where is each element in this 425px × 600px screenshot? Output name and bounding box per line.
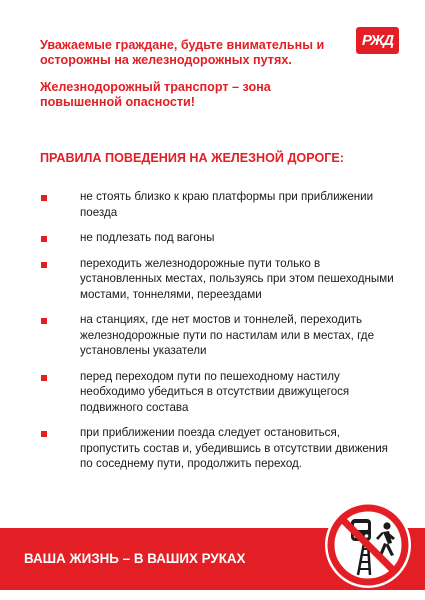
- list-item: [40, 369, 400, 416]
- rule-text: не стоять близко к краю платформы при приближении поезда: [80, 190, 374, 219]
- rules-heading: ПРАВИЛА ПОВЕДЕНИЯ НА ЖЕЛЕЗНОЙ ДОРОГЕ:: [40, 151, 344, 165]
- rule-text: при приближении поезда следует остановиться, пропустить состав и, убедившись в отсутствии движения по соседнему пути, продолжить переход.: [80, 426, 388, 470]
- logo-text: РЖД: [361, 32, 394, 49]
- rule-text: на станциях, где нет мостов и тоннелей, переходить железнодорожные пути по настилам или в местах, где установлены указатели: [80, 313, 375, 357]
- rule-text: перед переходом пути по пешеходному настилу необходимо убедиться в отсутствии движущегося подвижного состава: [80, 369, 350, 414]
- warning-block: [40, 38, 350, 110]
- bullet-icon: [41, 431, 47, 437]
- rule-text: не подлезать под вагоны: [80, 231, 215, 244]
- list-item: [40, 256, 400, 303]
- list-item: [40, 425, 400, 472]
- rule-text: переходить железнодорожные пути только в установленных местах, пользуясь при этом пешеходными мостами, тоннелями, переездами: [80, 256, 394, 301]
- no-crossing-prohibition-icon: [326, 503, 410, 587]
- rzd-logo: [356, 27, 399, 54]
- bullet-icon: [41, 375, 47, 381]
- footer-slogan: ВАША ЖИЗНЬ – В ВАШИХ РУКАХ: [24, 551, 246, 566]
- rules-list: [40, 189, 400, 482]
- bullet-icon: [41, 195, 47, 201]
- list-item: [40, 230, 400, 246]
- bullet-icon: [41, 236, 47, 242]
- bullet-icon: [41, 262, 47, 268]
- warning-text-2: Железнодорожный транспорт – зона повышенной опасности!: [40, 80, 271, 109]
- list-item: [40, 189, 400, 220]
- bullet-icon: [41, 318, 47, 324]
- warning-text-1: Уважаемые граждане, будьте внимательны и осторожны на железнодорожных путях.: [40, 38, 325, 67]
- list-item: [40, 312, 400, 359]
